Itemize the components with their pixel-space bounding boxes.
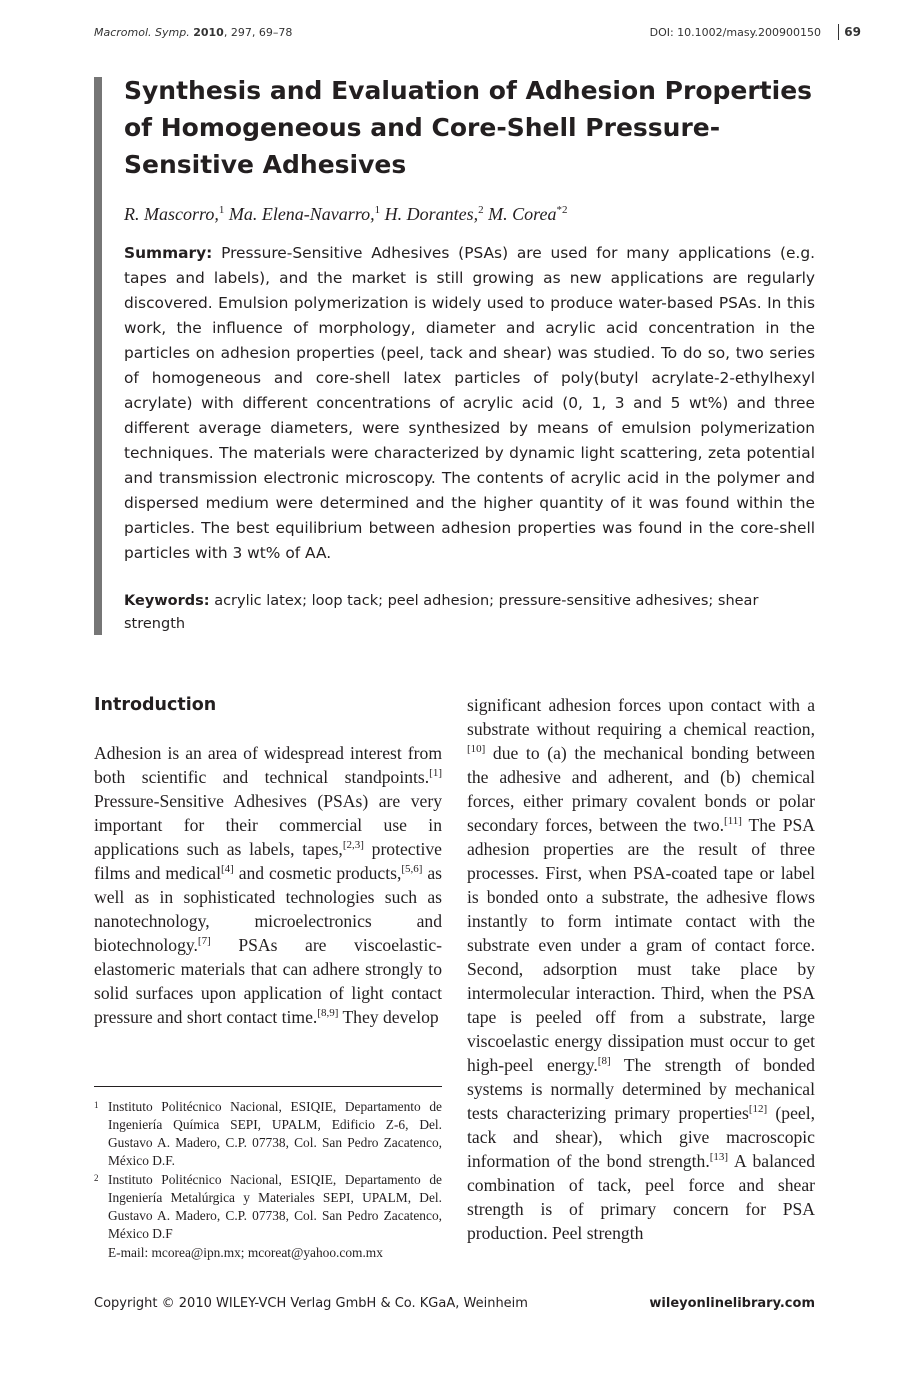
author-name: R. Mascorro, [124,204,219,224]
running-header [94,26,861,44]
author-affiliation-mark: *2 [556,204,568,216]
body-text-run: They develop [338,1007,439,1027]
footnote-text: Instituto Politécnico Nacional, ESIQIE, Departamento de Ingeniería Metalúrgica y Materiales SEPI, UPALM, Del. Gustavo A. Madero, C.P. 07738, Col. San Pedro Zacatenco, México D.F [108,1172,442,1241]
citation-ref[interactable]: [8,9] [317,1007,339,1020]
keywords-label: Keywords: [124,593,210,609]
introduction-right-column [467,693,815,1245]
body-text-run: due to (a) the mechanical bonding between the adhesive and adherent, and (b) chemical forces, either primary covalent bonds or polar secondary forces, between the two. [467,743,815,835]
article-title: Synthesis and Evaluation of Adhesion Properties of Homogeneous and Core-Shell Pressure-Sensitive Adhesives [124,76,813,179]
abstract [124,241,815,566]
author-affiliation-mark: 1 [374,204,381,216]
copyright-notice: Copyright © 2010 WILEY-VCH Verlag GmbH & Co. KGaA, Weinheim [94,1296,528,1311]
summary-label: Summary: [124,244,213,262]
citation-ref[interactable]: [7] [197,935,211,948]
doi-link[interactable]: DOI: 10.1002/masy.200900150 [649,26,821,39]
footnote-mark: 1 [94,1100,99,1110]
page-number: 69 [838,24,861,40]
footnote-divider [94,1086,442,1087]
author-affiliation-mark: 2 [478,204,484,216]
footnote-text: Instituto Politécnico Nacional, ESIQIE, Departamento de Ingeniería Química SEPI, UPALM, Edificio Z-6, Del. Gustavo A. Madero, C.P. 07738, Col. San Pedro Zacatenco, México D.F. [108,1099,442,1168]
citation-ref[interactable]: [5,6] [401,863,423,876]
citation-ref[interactable]: [2,3] [342,839,364,852]
page-footer [94,1296,815,1314]
citation-ref[interactable]: [11] [724,815,742,828]
citation-ref[interactable]: [4] [221,863,234,876]
body-text-run: (peel, tack and shear), which give macroscopic information of the bond strength. [467,1103,815,1171]
body-text-run: PSAs are viscoelastic-elastomeric materials that can adhere strongly to solid surfaces upon application of light contact pressure and short contact time. [94,935,442,1027]
keywords [124,590,815,636]
introduction-left-column [94,741,442,1029]
citation-ref[interactable]: [8] [597,1055,611,1068]
author-list [124,198,814,226]
body-text-run: Adhesion is an area of widespread interest from both scientific and technical standpoints. [94,743,442,787]
affiliation-footnote [94,1171,442,1243]
body-text-run: significant adhesion forces upon contact with a substrate without requiring a chemical reaction, [467,695,815,739]
title-accent-bar [94,77,102,635]
author-name: H. Dorantes, [384,204,479,224]
journal-name: Macromol. Symp. [94,26,190,39]
body-text-run: The PSA adhesion properties are the result of three processes. First, when PSA-coated tape or label is bonded onto a substrate, the adhesive flows instantly to form intimate contact with the substrate even under a gram of contact force. Second, adsorption must take place by intermolecular interaction. Third, when the PSA tape is peeled off from a substrate, large viscoelastic energy dissipation must occur to get high-peel energy. [467,815,815,1075]
body-text-run: A balanced combination of tack, peel force and shear strength is of primary concern for PSA production. Peel strength [467,1151,816,1243]
author-name: M. Corea [488,204,557,224]
citation-ref[interactable]: [10] [467,743,486,756]
corresponding-email[interactable]: E-mail: mcorea@ipn.mx; mcoreat@yahoo.com.mx [108,1245,383,1260]
footnote-mark: 2 [94,1173,99,1183]
body-text-run: protective films and medical [94,839,442,883]
author-name: Ma. Elena-Navarro, [228,204,375,224]
citation-ref[interactable]: [1] [429,767,442,780]
publisher-website-link[interactable]: wileyonlinelibrary.com [649,1296,815,1311]
citation-ref[interactable]: [12] [748,1103,768,1116]
journal-year: 2010 [193,26,224,39]
summary-text: Pressure-Sensitive Adhesives (PSAs) are used for many applications (e.g. tapes and labels), and the market is still growing as new applications are regularly discovered. Emulsion polymerization is widely used to produce water-based PSAs. In this work, the influence of morphology, diameter and acrylic acid concentration in the particles on adhesion properties (peel, tack and shear) was studied. To do so, two series of homogeneous and core-shell latex particles of poly(butyl acrylate-2-ethylhexyl acrylate) with different concentrations of acrylic acid (0, 1, 3 and 5 wt%) and three different average diameters, were synthesized by means of emulsion polymerization techniques. The materials were characterized by dynamic light scattering, zeta potential and transmission electronic microscopy. The contents of acrylic acid in the polymer and dispersed medium were determined and the higher quantity of it was found within the particles. The best equilibrium between adhesion properties was found in the core-shell particles with 3 wt% of AA. [124,244,815,562]
body-text-run: and cosmetic products, [233,863,402,883]
body-text-run: as well as in sophisticated technologies such as nanotechnology, microelectronics and biotechnology. [94,863,442,955]
section-heading-introduction: Introduction [94,695,217,715]
body-text-run: Pressure-Sensitive Adhesives (PSAs) are very important for their commercial use in applications such as labels, tapes, [94,791,442,859]
author-affiliation-mark: 1 [218,204,225,216]
citation-ref[interactable]: [13] [709,1151,729,1164]
affiliation-footnote [94,1098,442,1170]
keywords-text: acrylic latex; loop tack; peel adhesion; pressure-sensitive adhesives; shear strength [124,593,759,632]
journal-volume-pages: , 297, 69–78 [223,26,293,39]
journal-citation [94,26,292,39]
body-text-run: The strength of bonded systems is normally determined by mechanical tests characterizing primary properties [467,1055,815,1123]
affiliation-footnotes [94,1098,442,1262]
